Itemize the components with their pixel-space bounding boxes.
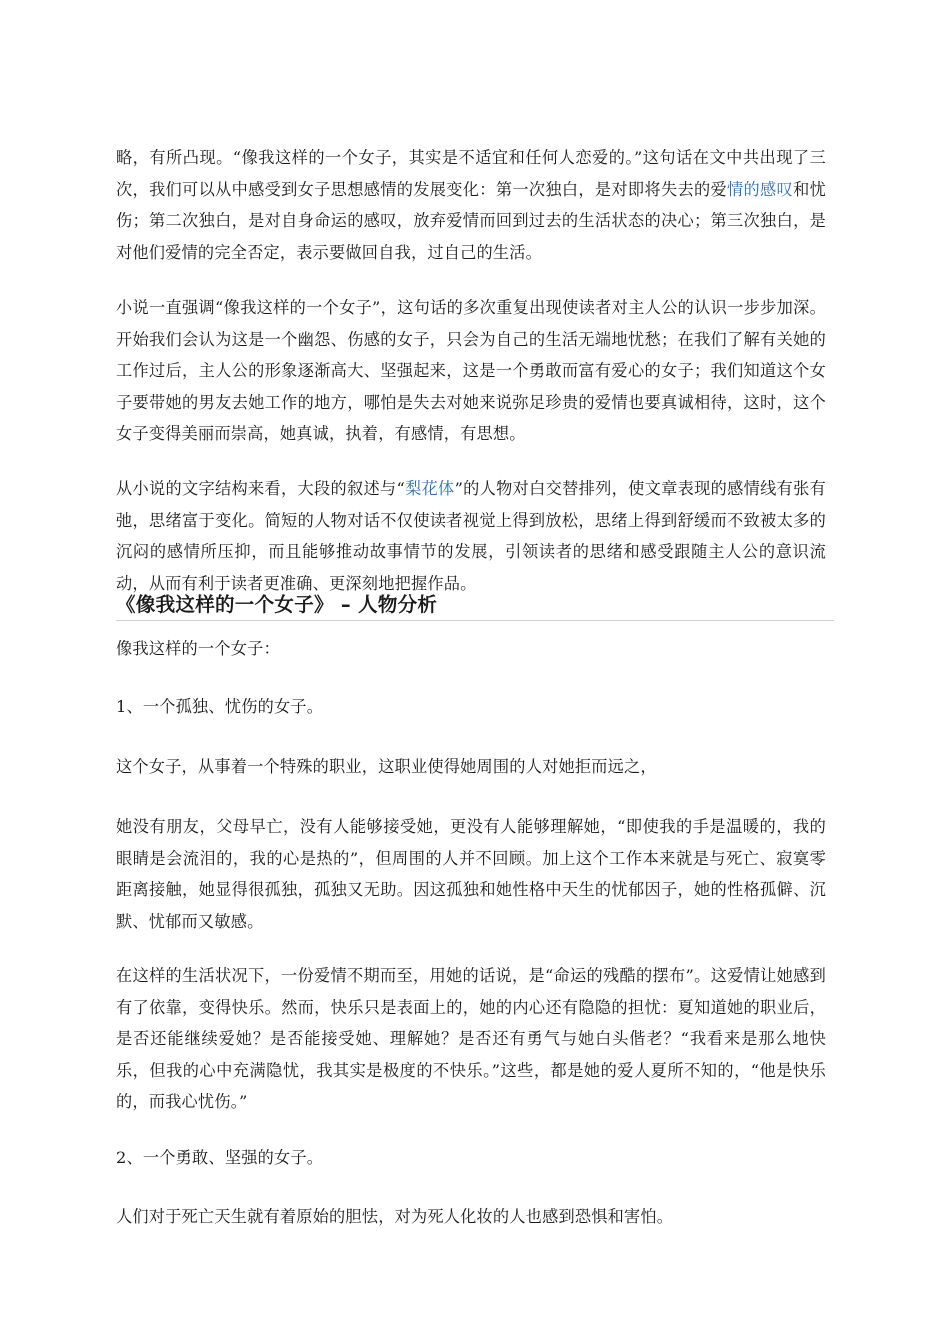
lihua-style-link[interactable]: 梨花体 xyxy=(404,479,455,498)
item-1-paragraph-2: 她没有朋友，父母早亡，没有人能够接受她，更没有人能够理解她，“即使我的手是温暖的，我的眼睛是会流泪的，我的心是热的”，但周围的人并不回顾。加上这个工作本来就是与死亡、寂寞零距离接触，她显得很孤独，孤独又无助。因这孤独和她性格中天生的忧郁因子，她的性格孤僻、沉默、忧郁而又敏感。 xyxy=(116,817,826,931)
item-2-paragraph-1: 人们对于死亡天生就有着原始的胆怯，对为死人化妆的人也感到恐惧和害怕。 xyxy=(116,1207,674,1226)
intro-paragraph-1 xyxy=(116,142,826,268)
intro-paragraph-3-text-b: ”的人物对白交替排列，使文章表现的感情线有张有弛，思绪富于变化。简短的人物对话不仅使读者视觉上得到放松，思绪上得到舒缓而不致被太多的沉闷的感情所压抑，而且能够推动故事情节的发展，引领读者的思绪和感受跟随主人公的意识流动，从而有利于读者更准确、更深刻地把握作品。 xyxy=(116,479,826,593)
intro-paragraph-1-text-b: 和忧伤；第二次独白，是对自身命运的感叹，放弃爱情而回到过去的生活状态的决心；第三次独白，是对他们爱情的完全否定，表示要做回自我，过自己的生活。 xyxy=(116,179,826,262)
intro-paragraph-1-text-a: 略，有所凸现。“像我这样的一个女子，其实是不适宜和任何人恋爱的。”这句话在文中共出现了三次，我们可以从中感受到女子思想感情的发展变化：第一次独白，是对即将失去的爱 xyxy=(116,148,826,199)
section-lead: 像我这样的一个女子： xyxy=(116,639,280,658)
emotion-sigh-link[interactable]: 情的感叹 xyxy=(727,179,794,199)
intro-paragraph-3-text-a: 从小说的文字结构来看，大段的叙述与“ xyxy=(116,479,405,498)
item-1-title: 1、一个孤独、忧伤的女子。 xyxy=(116,697,324,716)
intro-paragraph-2: 小说一直强调“像我这样的一个女子”，这句话的多次重复出现使读者对主人公的认识一步步加深。开始我们会认为这是一个幽怨、伤感的女子，只会为自己的生活无端地忧愁；在我们了解有关她的工作过后，主人公的形象逐渐高大、坚强起来，这是一个勇敢而富有爱心的女子；我们知道这个女子要带她的男友去她工作的地方，哪怕是失去对她来说弥足珍贵的爱情也要真诚相待，这时，这个女子变得美丽而崇高，她真诚，执着，有感情，有思想。 xyxy=(116,298,826,443)
item-1-paragraph-3: 在这样的生活状况下，一份爱情不期而至，用她的话说，是“命运的残酷的摆布”。这爱情让她感到有了依靠，变得快乐。然而，快乐只是表面上的，她的内心还有隐隐的担忧：夏知道她的职业后，是否还能继续爱她？是否能接受她、理解她？是否还有勇气与她白头偕老？“我看来是那么地快乐，但我的心中充满隐忧，我其实是极度的不快乐。”这些，都是她的爱人夏所不知的，“他是快乐的，而我心忧伤。” xyxy=(116,966,826,1111)
item-1-paragraph-1: 这个女子，从事着一个特殊的职业，这职业使得她周围的人对她拒而远之， xyxy=(116,757,657,776)
section-heading: 《像我这样的一个女子》 – 人物分析 xyxy=(116,590,834,621)
item-2-title: 2、一个勇敢、坚强的女子。 xyxy=(116,1148,324,1167)
intro-paragraph-3 xyxy=(116,473,826,599)
